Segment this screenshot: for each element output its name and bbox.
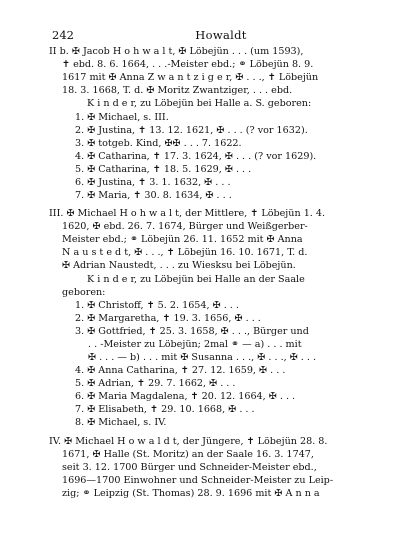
text-line [0, 71, 420, 85]
text-line [0, 163, 420, 177]
text-line [0, 97, 420, 111]
text-line [0, 176, 420, 190]
text-line-content: 7. ✠ Maria, ✝ 30. 8. 1634, ✠ . . . [75, 190, 232, 201]
text-line-content: 18. 3. 1668, T. d. ✠ Moritz Zwantziger, . . . ebd. [62, 85, 293, 96]
text-line-content: 1. ✠ Michael, s. III. [75, 112, 169, 123]
text-line [0, 246, 420, 260]
text-line-content: zig; ⚭ Leipzig (St. Thomas) 28. 9. 1696 mit ✠ A n n a [62, 488, 320, 499]
text-line [0, 189, 420, 203]
text-line [0, 299, 420, 313]
text-line [0, 273, 420, 287]
page-number: 242 [52, 28, 74, 42]
text-line [0, 150, 420, 164]
text-line [0, 377, 420, 391]
text-line [0, 351, 420, 365]
text-line-content: 6. ✠ Justina, ✝ 3. 1. 1632, ✠ . . . [75, 177, 231, 188]
text-line [0, 312, 420, 326]
text-line-content: 1. ✠ Christoff, ✝ 5. 2. 1654, ✠ . . . [75, 300, 239, 311]
text-line-content: 6. ✠ Maria Magdalena, ✝ 20. 12. 1664, ✠ . . . [75, 391, 296, 402]
text-line [0, 416, 420, 430]
text-line [0, 325, 420, 339]
text-line [0, 435, 420, 449]
text-line-content: N a u s t e d t, ✠ . . ., ✝ Löbejün 16. 10. 1671, T. d. [62, 247, 308, 258]
text-line-content: 1617 mit ✠ Anna Z w a n t z i g e r, ✠ . . ., ✝ Löbejün [62, 72, 319, 83]
text-line-content: Meister ebd.; ⚭ Löbejün 26. 11. 1652 mit ✠ Anna [62, 234, 303, 245]
text-line-content: 7. ✠ Elisabeth, ✝ 29. 10. 1668, ✠ . . . [75, 404, 255, 415]
running-head: Howaldt [195, 28, 247, 42]
text-line-content: ✠ . . . — b) . . . mit ✠ Susanna . . ., ✠ . . ., ✠ . . . [88, 352, 317, 363]
text-line-content: K i n d e r, zu Löbejün bei Halle a. S. geboren: [87, 98, 312, 109]
text-line [0, 124, 420, 138]
text-line [0, 338, 420, 352]
text-line [0, 487, 420, 501]
text-line-content: 3. ✠ totgeb. Kind, ✠✠ . . . 7. 1622. [75, 138, 242, 149]
text-line-content: 4. ✠ Anna Catharina, ✝ 27. 12. 1659, ✠ . . . [75, 365, 286, 376]
text-line [0, 45, 420, 59]
text-line-content: 2. ✠ Margaretha, ✝ 19. 3. 1656, ✠ . . . [75, 313, 261, 324]
text-line-content: 5. ✠ Catharina, ✝ 18. 5. 1629, ✠ . . . [75, 164, 252, 175]
text-line-content: geboren: [62, 287, 106, 298]
text-line-content: seit 3. 12. 1700 Bürger und Schneider-Meister ebd., [62, 462, 317, 473]
text-line-content: III. ✠ Michael H o h w a l t, der Mittlere, ✝ Löbejün 1. 4. [49, 208, 326, 219]
text-line [0, 403, 420, 417]
text-line [0, 461, 420, 475]
text-line-content: 1620, ✠ ebd. 26. 7. 1674, Bürger und Weißgerber- [62, 221, 308, 232]
text-line [0, 448, 420, 462]
text-line [0, 474, 420, 488]
text-line [0, 207, 420, 221]
text-line-content: K i n d e r, zu Löbejün bei Halle an der Saale [87, 274, 305, 285]
text-line [0, 259, 420, 273]
text-line [0, 111, 420, 125]
text-line [0, 364, 420, 378]
text-line [0, 58, 420, 72]
text-line-content: 3. ✠ Gottfried, ✝ 25. 3. 1658, ✠ . . ., Bürger und [75, 326, 309, 337]
page-header [52, 28, 390, 44]
text-line [0, 390, 420, 404]
text-line [0, 233, 420, 247]
text-line-content: IV. ✠ Michael H o w a l d t, der Jüngere, ✝ Löbejün 28. 8. [49, 436, 328, 447]
text-line-content: ✠ Adrian Naustedt, . . . zu Wiesksu bei Löbejün. [62, 260, 296, 271]
text-line [0, 84, 420, 98]
text-line [0, 286, 420, 300]
text-line-content: 2. ✠ Justina, ✝ 13. 12. 1621, ✠ . . . (? vor 1632). [75, 125, 308, 136]
text-line-content: . . -Meister zu Löbejün; 2mal ⚭ — a) . . . mit [88, 339, 302, 350]
text-line-content: II b. ✠ Jacob H o h w a l t, ✠ Löbejün . . . (um 1593), [49, 46, 304, 57]
text-line-content: 8. ✠ Michael, s. IV. [75, 417, 167, 428]
text-line-content: 1696—1700 Einwohner und Schneider-Meister zu Leip- [62, 475, 334, 486]
text-line-content: 1671, ✠ Halle (St. Moritz) an der Saale 16. 3. 1747, [62, 449, 314, 460]
text-line [0, 220, 420, 234]
text-line-content: ✝ ebd. 8. 6. 1664, . . .-Meister ebd.; ⚭ Löbejün 8. 9. [62, 59, 314, 70]
text-line [0, 137, 420, 151]
text-line-content: 5. ✠ Adrian, ✝ 29. 7. 1662, ✠ . . . [75, 378, 236, 389]
text-line-content: 4. ✠ Catharina, ✝ 17. 3. 1624, ✠ . . . (? vor 1629). [75, 151, 317, 162]
